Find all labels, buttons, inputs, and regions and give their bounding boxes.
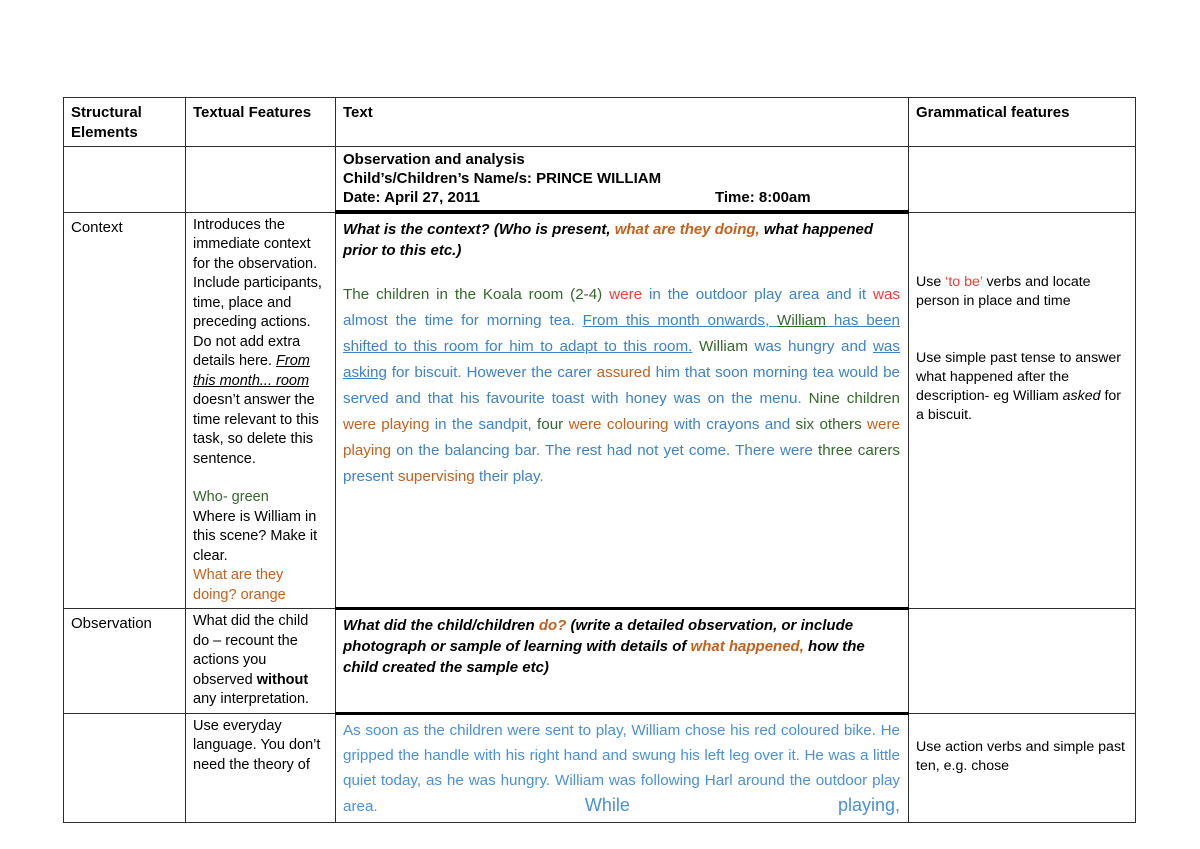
context-textual-intro: Introduces the immediate context for the observation. Include participants, time, place and preceding actions. Do not add extra details here. From this month... room doesn’t answer the time relevant to this task, so delete this sentence. [193,216,322,467]
empty-cell [64,147,186,213]
observation-template-document [63,97,1135,823]
empty-cell [64,713,186,822]
col-header-textual-features: Textual Features [186,98,336,147]
observation-paragraph: As soon as the children were sent to play, William chose his red coloured bike. He gripped the handle with his right hand and swung his left leg over it. He was a little quiet today, as he was hungry. William was following Harl around the outdoor play area. While playing, [343,721,900,815]
lastrow-text-cell [336,713,909,822]
observation-textual-features-cell [186,609,336,714]
observation-body-row [64,713,1136,822]
observation-title: Observation and analysis [343,151,525,168]
lastrow-grammatical-cell [909,713,1136,822]
row-label-context: Context [64,212,186,609]
context-text-cell [336,212,909,609]
observation-textual-note: What did the child do – recount the actions you observed without any interpretation. [193,613,310,707]
context-who-note: Who- green [193,489,269,505]
row-label-observation: Observation [64,609,186,714]
date-label: Date: April 27, 2011 [343,189,481,206]
time-label: Time: 8:00am [715,189,811,206]
context-what-note: What are they doing? orange [193,567,286,603]
empty-cell [909,609,1136,714]
table-header-row [64,98,1136,147]
empty-cell [909,147,1136,213]
child-name-line: Child’s/Children’s Name/s: PRINCE WILLIAM [343,170,662,187]
context-paragraph: The children in the Koala room (2-4) were in the outdoor play area and it was almost the time for morning tea. From this month onwards, William has been shifted to this room for him to adapt to this room. William was hungry and was asking for biscuit. However the carer assured him that soon morning tea would be served and that his favourite toast with honey was on the menu. Nine children were playing in the sandpit, four were colouring with crayons and six others were playing on the balancing bar. The rest had not yet come. There were three carers present supervising their play. [343,286,900,485]
context-grammatical-cell [909,212,1136,609]
meta-cell [336,147,909,213]
lastrow-gram-note: Use action verbs and simple past ten, e.g. chose [916,738,1125,774]
col-header-text: Text [336,98,909,147]
lastrow-textual-note: Use everyday language. You don’t need the theory of [193,717,321,773]
date-time-line [343,188,900,207]
lastrow-textual-features-cell [186,713,336,822]
observation-template-table [63,97,1136,823]
empty-cell [186,147,336,213]
meta-row [64,147,1136,213]
context-textual-features-cell [186,212,336,609]
col-header-grammatical-features: Grammatical features [909,98,1136,147]
context-gram-note-1: Use ‘to be’ verbs and locate person in place and time [916,273,1091,309]
context-prompt: What is the context? (Who is present, what are they doing, what happened prior to this etc.) [343,221,874,259]
col-header-structural-elements: Structural Elements [64,98,186,147]
observation-prompt: What did the child/children do? (write a detailed observation, or include photograph or sample of learning with details of what happened, how the child created the sample etc) [343,617,865,676]
context-row [64,212,1136,609]
observation-text-cell [336,609,909,714]
observation-row [64,609,1136,714]
context-where-note: Where is William in this scene? Make it clear. [193,508,318,564]
context-gram-note-2: Use simple past tense to answer what happened after the description- eg William asked for a biscuit. [916,349,1122,423]
